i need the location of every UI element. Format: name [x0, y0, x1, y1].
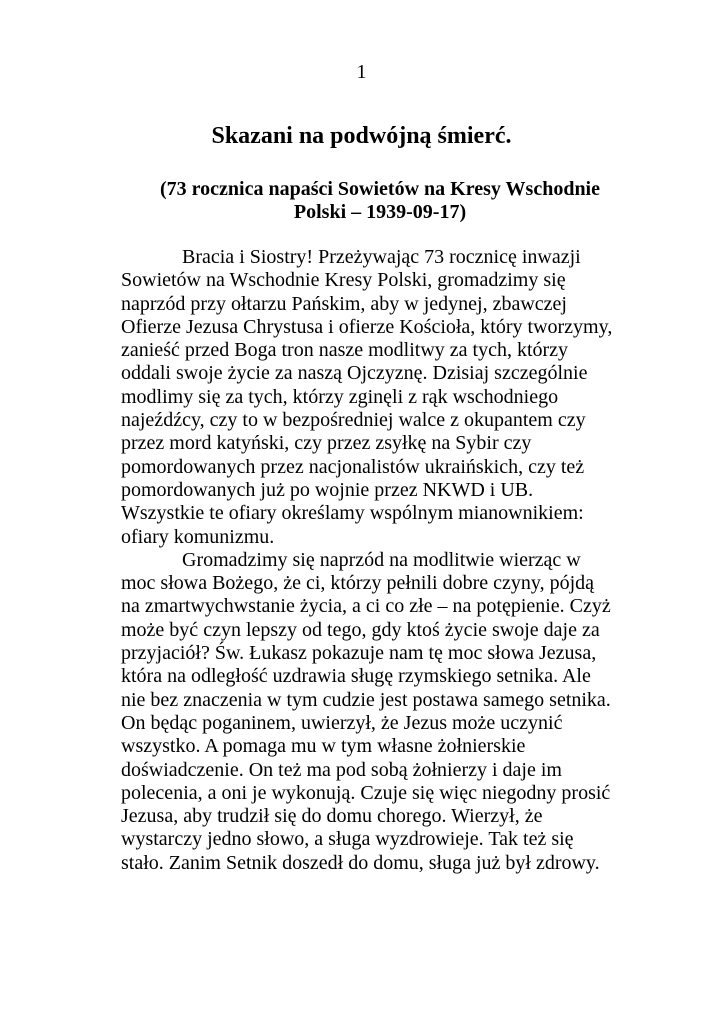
- paragraph-line: na zmartwychwstanie życia, a ci co złe – na potępienie. Czyż: [121, 595, 611, 618]
- paragraph-line: nie bez znaczenia w tym cudzie jest postawa samego setnika.: [121, 688, 611, 711]
- paragraph-line: naprzód przy ołtarzu Pańskim, aby w jedynej, zbawczej: [121, 292, 567, 315]
- paragraph-line: Wszystkie te ofiary określamy wspólnym mianownikiem:: [121, 502, 584, 525]
- paragraph-line: doświadczenie. On też ma pod sobą żołnierzy i daje im: [121, 758, 562, 781]
- paragraph-line: która na odległość uzdrawia sługę rzymskiego setnika. Ale: [121, 665, 591, 688]
- paragraph-line: Bracia i Siostry! Przeżywając 73 rocznicę inwazji: [182, 246, 581, 268]
- paragraph-line: polecenia, a oni je wykonują. Czuje się więc niegodny prosić: [121, 781, 611, 804]
- paragraph-line: Sowietów na Wschodnie Kresy Polski, gromadzimy się: [121, 269, 566, 292]
- paragraph-line: wystarczy jedno słowo, a sługa wyzdrowieje. Tak też się: [121, 828, 574, 851]
- paragraph-line: Jezusa, aby trudził się do domu chorego. Wierzył, że: [121, 805, 543, 828]
- paragraph-line: oddali swoje życie za naszą Ojczyznę. Dzisiaj szczególnie: [121, 362, 588, 385]
- paragraph-line: On będąc poganinem, uwierzył, że Jezus może uczynić: [121, 711, 563, 734]
- paragraph-line: przyjaciół? Św. Łukasz pokazuje nam tę moc słowa Jezusa,: [121, 642, 597, 665]
- document-title: Skazani na podwójną śmierć.: [211, 123, 512, 149]
- paragraph-2: [121, 549, 611, 875]
- page-number: 1: [356, 61, 367, 83]
- paragraph-1: [121, 246, 611, 549]
- paragraph-line: pomordowanych już po wojnie przez NKWD i UB.: [121, 478, 534, 501]
- paragraph-line: Gromadzimy się naprzód na modlitwie wierząc w: [182, 548, 581, 571]
- paragraph-line: wszystko. A pomaga mu w tym własne żołnierskie: [121, 735, 526, 758]
- paragraph-line: zanieść przed Boga tron nasze modlitwy za tych, którzy: [121, 339, 569, 362]
- paragraph-line: ofiary komunizmu.: [121, 525, 275, 548]
- subtitle-line-1: (73 rocznica napaści Sowietów na Kresy Wschodnie: [159, 178, 600, 200]
- paragraph-line: najeźdźcy, czy to w bezpośredniej walce z okupantem czy: [121, 409, 586, 432]
- paragraph-line: pomordowanych przez nacjonalistów ukraińskich, czy też: [121, 455, 585, 478]
- document-subtitle: [120, 178, 640, 224]
- paragraph-line: moc słowa Bożego, że ci, którzy pełnili dobre czyny, pójdą: [121, 572, 594, 595]
- paragraph-line: przez mord katyński, czy przez zsyłkę na Sybir czy: [121, 432, 532, 455]
- paragraph-line: może być czyn lepszy od tego, gdy ktoś życie swoje daje za: [121, 618, 600, 641]
- subtitle-line-2: Polski – 1939-09-17): [293, 201, 467, 223]
- document-body: [121, 246, 611, 875]
- paragraph-line: modlimy się za tych, którzy zginęli z rąk wschodniego: [121, 385, 559, 408]
- paragraph-line: stało. Zanim Setnik doszedł do domu, sługa już był zdrowy.: [121, 851, 600, 874]
- paragraph-line: Ofierze Jezusa Chrystusa i ofierze Kościoła, który tworzymy,: [121, 315, 613, 338]
